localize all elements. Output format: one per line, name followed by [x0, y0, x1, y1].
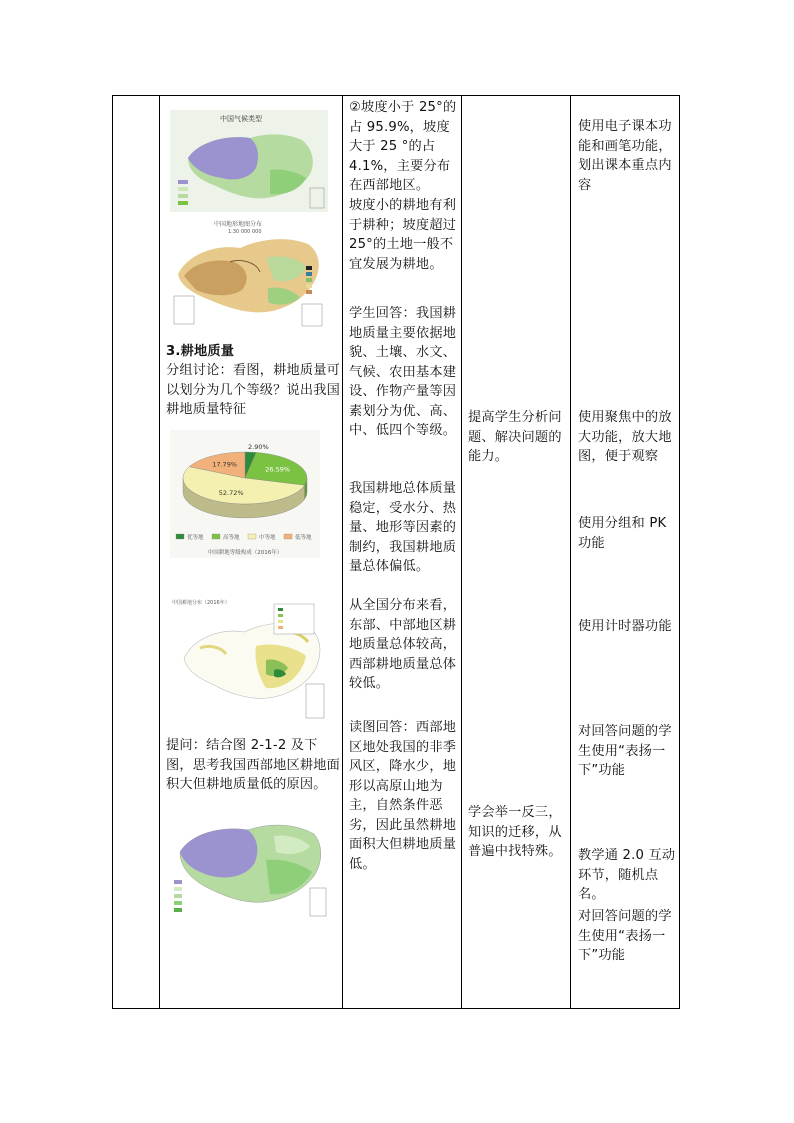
- tool-group-pk: 使用分组和 PK 功能: [578, 516, 667, 551]
- distribution-map-title: 中国耕地分布（2016年）: [172, 600, 230, 606]
- pie-data-label: 2.90%: [248, 443, 269, 451]
- terrain-map: [170, 218, 328, 330]
- slope-statistics: ②坡度小于 25°的占 95.9%，坡度大于 25 °的占 4.1%，主要分布在西部地区。: [349, 100, 457, 193]
- pie-chart-svg: [170, 430, 320, 558]
- terrain-map-title: 中国地形地图分布: [214, 221, 263, 228]
- climate-type-map: [170, 110, 328, 212]
- tool-random-call: 教学通 2.0 互动环节，随机点名。: [578, 848, 676, 902]
- tool-zoom: 使用聚焦中的放大功能，放大地图，便于观察: [578, 410, 672, 464]
- terrain-map-scale: 1:30 000 000: [228, 229, 262, 235]
- legend-label: 低等地: [295, 535, 312, 541]
- map-reading-answer: 读图回答：西部地区地处我国的非季风区，降水少，地形以高原山地为主，自然条件恶劣，因此虽然耕地面积大但耕地质量低。: [349, 720, 457, 872]
- climate-type-map-2: [170, 808, 330, 920]
- quality-distribution: 从全国分布来看，东部、中部地区耕地质量总体较高，西部耕地质量总体较低。: [349, 598, 457, 691]
- legend-label: 优等地: [187, 535, 204, 541]
- content-column: [160, 96, 342, 1008]
- group-discussion: 分组讨论：看图，耕地质量可以划分为几个等级？说出我国耕地质量特征: [166, 363, 341, 417]
- tool-praise-1: 对回答问题的学生使用“表扬一下”功能: [578, 724, 672, 778]
- legend-label: 高等地: [223, 535, 240, 541]
- tool-ebook: 使用电子课本功能和画笔功能，划出课本重点内容: [578, 119, 672, 193]
- design-purpose-2: 学会举一反三，知识的迁移，从普遍中找特殊。: [468, 805, 562, 859]
- pie-data-label: 26.59%: [265, 465, 291, 474]
- legend-swatch: [248, 534, 256, 539]
- legend-swatch: [176, 534, 184, 539]
- legend-swatch: [212, 534, 220, 539]
- climate-map-title: 中国气候类型: [220, 115, 262, 123]
- technology-column: [571, 96, 681, 1008]
- chart-title: 中国耕地等级构成（2016年）: [207, 550, 283, 556]
- slope-effect: 坡度小的耕地有利于耕种；坡度超过 25°的土地一般不宜发展为耕地。: [349, 198, 457, 272]
- pie-data-label: 52.72%: [218, 489, 244, 498]
- overall-quality: 我国耕地总体质量稳定，受水分、热量、地形等因素的制约，我国耕地质量总体偏低。: [349, 481, 457, 574]
- design-intent-column: [462, 96, 570, 1008]
- tool-praise-2: 对回答问题的学生使用“表扬一下”功能: [578, 909, 672, 963]
- design-purpose-1: 提高学生分析问题、解决问题的能力。: [468, 410, 562, 464]
- legend-label: 中等地: [259, 535, 276, 541]
- legend-swatch: [284, 534, 292, 539]
- question-text: 提问：结合图 2-1-2 及下图，思考我国西部地区耕地面积大但耕地质量低的原因。: [166, 738, 341, 792]
- farmland-grade-chart: [170, 430, 320, 558]
- section-heading: 3.耕地质量: [166, 344, 235, 359]
- tool-timer: 使用计时器功能: [578, 619, 672, 634]
- pie-data-label: 17.79%: [212, 460, 238, 469]
- farmland-distribution-map: [170, 596, 330, 724]
- student-answer: 学生回答：我国耕地质量主要依据地貌、土壤、水文、气候、农田基本建设、作物产量等因素划分为优、高、中、低四个等级。: [349, 306, 457, 438]
- lesson-table: [112, 95, 680, 1009]
- student-activity-column: [343, 96, 461, 1008]
